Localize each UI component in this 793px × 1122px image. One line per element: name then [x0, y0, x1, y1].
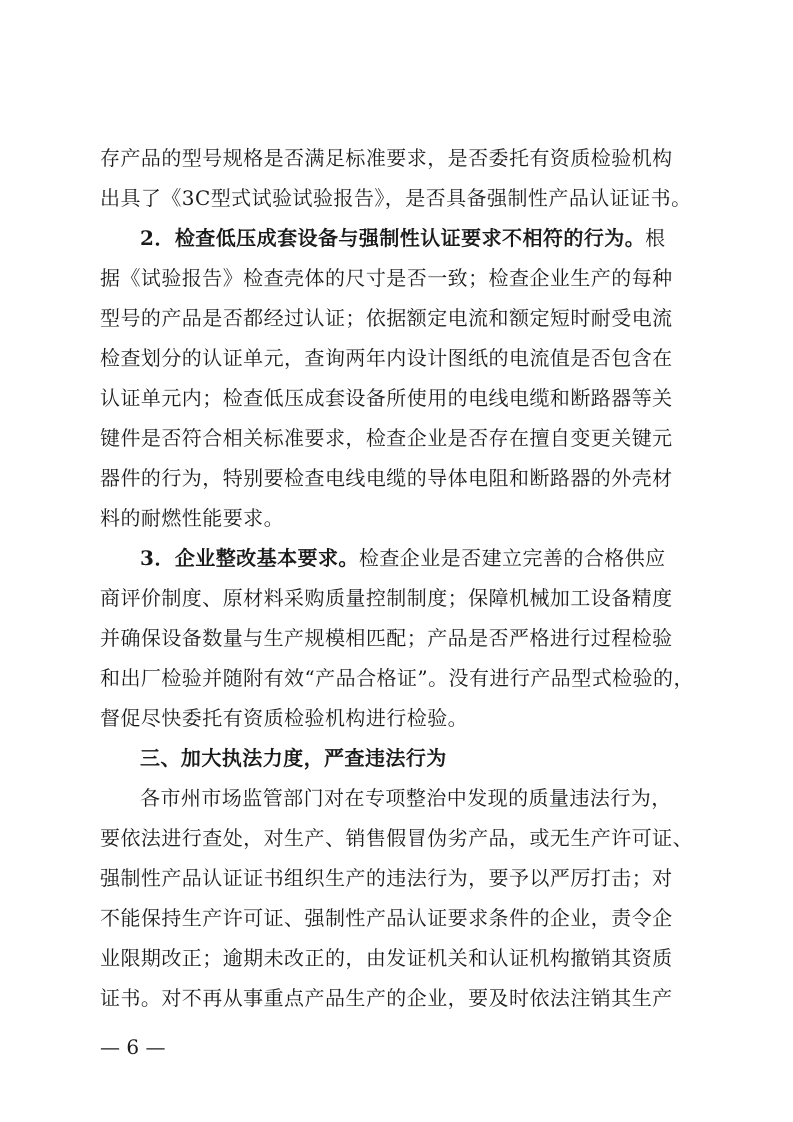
section-heading: 三、加大执法力度，严查违法行为 — [140, 746, 447, 770]
item-heading: 2．检查低压成套设备与强制性认证要求不相符的行为。 — [140, 226, 646, 250]
paragraph-line: 料的耐燃性能要求。 — [100, 506, 285, 530]
item-text: 检查企业是否建立完善的合格供应 — [358, 546, 666, 570]
paragraph-line: 并确保设备数量与生产规模相匹配；产品是否严格进行过程检验 — [100, 626, 673, 650]
paragraph-line: 商评价制度、原材料采购质量控制制度；保障机械加工设备精度 — [100, 586, 673, 610]
item-heading: 3．企业整改基本要求。 — [140, 546, 359, 570]
paragraph-line: 业限期改正；逾期未改正的，由发证机关和认证机构撤销其资质 — [100, 946, 673, 970]
paragraph-line: 据《试验报告》检查壳体的尺寸是否一致；检查企业生产的每种 — [100, 266, 673, 290]
paragraph-line: 检查划分的认证单元，查询两年内设计图纸的电流值是否包含在 — [100, 346, 673, 370]
paragraph-line: 督促尽快委托有资质检验机构进行检验。 — [100, 706, 469, 730]
document-body — [100, 138, 700, 1018]
paragraph-line: 器件的行为，特别要检查电线电缆的导体电阻和断路器的外壳材 — [100, 466, 673, 490]
paragraph-line: 存产品的型号规格是否满足标准要求，是否委托有资质检验机构 — [100, 146, 673, 170]
paragraph-line: 要依法进行查处，对生产、销售假冒伪劣产品，或无生产许可证、 — [100, 826, 694, 850]
paragraph-line: 和出厂检验并随附有效“产品合格证”。没有进行产品型式检验的， — [100, 666, 694, 690]
paragraph-line: 强制性产品认证证书组织生产的违法行为，要予以严厉打击；对 — [100, 866, 673, 890]
paragraph-line: 认证单元内；检查低压成套设备所使用的电线电缆和断路器等关 — [100, 386, 673, 410]
paragraph-line — [100, 538, 700, 578]
item-text: 根 — [645, 226, 666, 250]
paragraph-line: 证书。对不再从事重点产品生产的企业，要及时依法注销其生产 — [100, 986, 673, 1010]
paragraph-line: 各市州市场监管部门对在专项整治中发现的质量违法行为， — [140, 786, 672, 810]
paragraph-line: 不能保持生产许可证、强制性产品认证要求条件的企业，责令企 — [100, 906, 673, 930]
paragraph-line — [100, 218, 700, 258]
paragraph-line: 出具了《3C型式试验试验报告》，是否具备强制性产品认证证书。 — [100, 186, 692, 210]
paragraph-line: 键件是否符合相关标准要求，检查企业是否存在擅自变更关键元 — [100, 426, 673, 450]
page-number: — 6 — — [100, 1035, 166, 1059]
paragraph-line: 型号的产品是否都经过认证；依据额定电流和额定短时耐受电流 — [100, 306, 673, 330]
